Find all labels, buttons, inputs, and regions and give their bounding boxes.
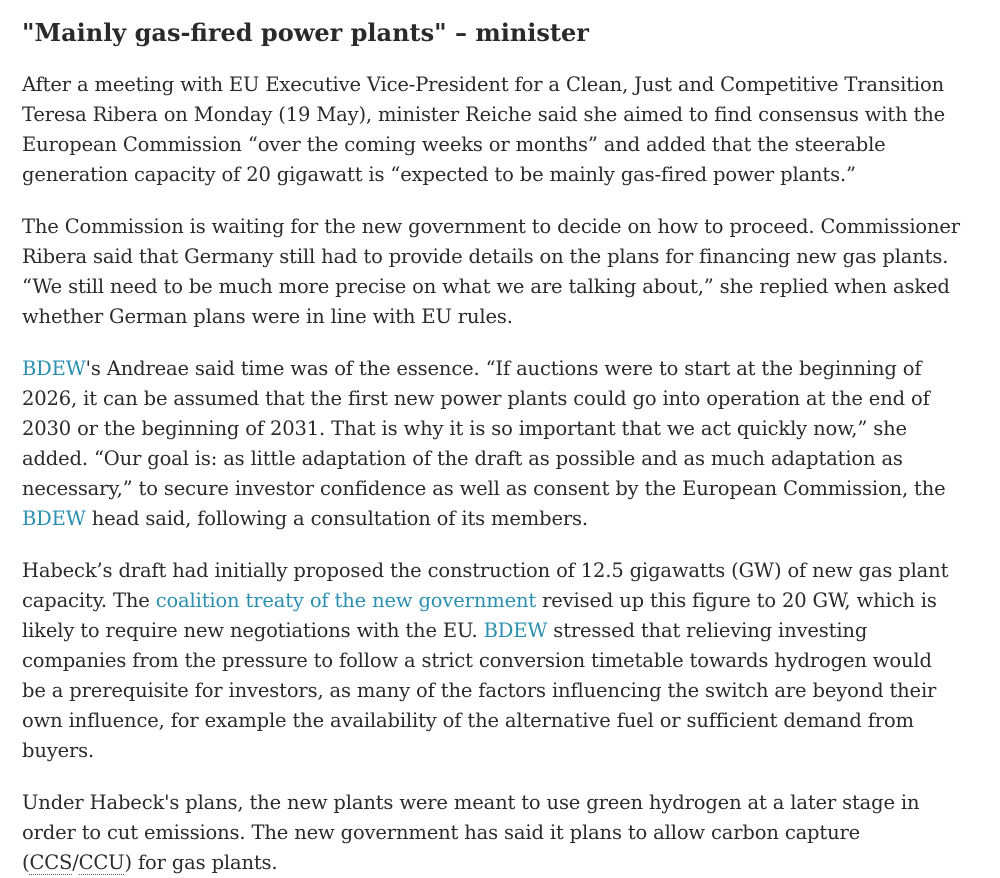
- paragraph-3: [22, 354, 960, 534]
- paragraph-4-text-2: revised up this figure to 20 GW, which is likely to require new negotiations with the EU.: [22, 589, 937, 642]
- paragraph-5-text-2: ) for gas plants.: [124, 851, 278, 874]
- paragraph-2: The Commission is waiting for the new government to decide on how to proceed. Commissioner Ribera said that Germany still had to provide details on the plans for financing new gas plants. “We still need to be much more precise on what we are talking about,” she replied when asked whether German plans were in line with EU rules.: [22, 215, 960, 328]
- paragraph-5-text-1: Under Habeck's plans, the new plants were meant to use green hydrogen at a later stage in order to cut emissions. The new government has said it plans to allow carbon capture (: [22, 791, 920, 874]
- ccu-abbreviation[interactable]: CCU: [78, 851, 125, 874]
- bdew-link[interactable]: BDEW: [22, 357, 86, 380]
- bdew-link[interactable]: BDEW: [483, 619, 548, 642]
- paragraph-4-text-1: Habeck’s draft had initially proposed the construction of 12.5 gigawatts (GW) of new gas plant capacity. The: [22, 559, 949, 612]
- abbreviation-separator: /: [72, 851, 79, 874]
- ccs-abbreviation[interactable]: CCS: [29, 851, 73, 874]
- paragraph-3-text-2: head said, following a consultation of its members.: [85, 507, 588, 530]
- paragraph-4-text-3: stressed that relieving investing companies from the pressure to follow a strict conversion timetable towards hydrogen would be a prerequisite for investors, as many of the factors influencing the switch are beyond their own influence, for example the availability of the alternative fuel or sufficient demand from buyers.: [22, 619, 937, 762]
- paragraph-1: After a meeting with EU Executive Vice-President for a Clean, Just and Competitive Transition Teresa Ribera on Monday (19 May), minister Reiche said she aimed to find consensus with the European Commission “over the coming weeks or months” and added that the steerable generation capacity of 20 gigawatt is “expected to be mainly gas-fired power plants.”: [22, 73, 946, 186]
- paragraph-3-text-1: 's Andreae said time was of the essence. “If auctions were to start at the beginning of 2026, it can be assumed that the first new power plants could go into operation at the end of 2030 or the beginning of 2031. That is why it is so important that we act quickly now,” she added. “Our goal is: as little adaptation of the draft as possible and as much adaptation as necessary,” to secure investor confidence as well as consent by the European Commission, the: [22, 357, 946, 500]
- section-heading: "Mainly gas-fired power plants" – minister: [22, 18, 589, 47]
- coalition-treaty-link[interactable]: coalition treaty of the new government: [155, 589, 537, 612]
- bdew-link[interactable]: BDEW: [22, 507, 86, 530]
- paragraph-4: [22, 556, 960, 766]
- paragraph-5: [22, 788, 960, 878]
